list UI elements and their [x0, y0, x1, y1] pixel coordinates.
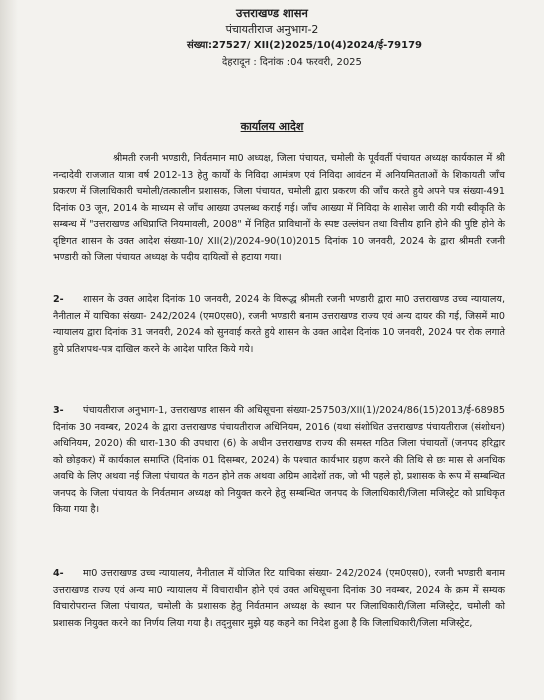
place-date: देहरादून : दिनांक :04 फरवरी, 2025 — [222, 57, 362, 68]
paragraph-2 — [53, 292, 505, 358]
paragraph-1 — [53, 151, 505, 267]
paragraph-4-text: मा0 उत्तराखण्ड उच्च न्यायालय, नैनीताल में योजित रिट याचिका संख्या- 242/2024 (एम0एस0), रजनी भण्डारी बनाम उत्तराखण्ड राज्य एवं अन्य मा0 न्यायालय में विचाराधीन होने एवं उक्त अधिसूचना दिनांक 30 नवम्बर, 2024 के क्रम में सम्यक विचारोपरान्त जिला पंचायत, चमोली के प्रशासक हेतु निर्वतमान अध्यक्ष के स्थान पर जिलाधिकारी/जिला मजिस्ट्रेट, चमोली को प्रशासक नियुक्त करने का निर्णय लिया गया है। तद्नुसार मुझे यह कहने का निदेश हुआ है कि जिलाधिकारी/जिला मजिस्ट्रेट, — [53, 568, 505, 629]
paragraph-3-number: 3- — [53, 405, 64, 416]
government-title: उत्तराखण्ड शासन — [236, 6, 308, 20]
paragraph-2-text: शासन के उक्त आदेश दिनांक 10 जनवरी, 2024 के विरूद्ध श्रीमती रजनी भण्डारी द्वारा मा0 उत्तराखण्ड उच्च न्यायालय, नैनीताल में याचिका संख्या- 242/2024 (एम0एस0), रजनी भण्डारी बनाम उत्तराखण्ड राज्य एवं अन्य दायर की गई, जिसमें मा0 न्यायालय द्वारा दिनांक 31 जनवरी, 2024 को सुनवाई करते हुये शासन के उक्त आदेश दिनांक 10 जनवरी, 2024 पर रोक लगाते हुये प्रतिशपथ-पत्र दाखिल करने के आदेश पारित किये गये। — [53, 294, 505, 355]
paragraph-1-text: श्रीमती रजनी भण्डारी, निर्वतमान मा0 अध्यक्ष, जिला पंचायत, चमोली के पूर्ववर्ती पंचायत अध्यक्ष कार्यकाल में श्री नन्दादेवी राजजात यात्रा वर्ष 2012-13 हेतु कार्यों के निविदा आमंत्रण एवं निविदा आवंटन में अनियमितताओं के शिकायती जाँच प्रकरण में जिलाधिकारी चमोली/तत्कालीन प्रशासक, जिला पंचायत, चमोली द्वारा प्रकरण की जाँच करते हुये अपने पत्र संख्या-491 दिनांक 03 जून, 2014 के माध्यम से जाँच आख्या उपलब्ध कराई गई। जाँच आख्या में निविदा के शासेश जारी की गयी स्वीकृति के सम्बन्ध में "उत्तराखण्ड अधिप्राप्ति नियमावली, 2008" में निहित प्राविधानों के स्पष्ट उल्लंघन तथा वित्तीय हानि होने की पुष्टि होने के दृष्टिगत शासन के उक्त आदेश संख्या-10/ XII(2)/2024-90(10)2015 दिनांक 10 जनवरी, 2024 के द्वारा श्रीमती रजनी भण्डारी को जिला पंचायत अध्यक्ष के पदीय दायित्वों से हटाया गया। — [53, 153, 505, 263]
paragraph-4-number: 4- — [53, 568, 64, 579]
page-edge-shadow — [0, 0, 18, 700]
paragraph-3 — [53, 403, 505, 519]
paragraph-4 — [53, 566, 505, 632]
section-title: पंचायतीराज अनुभाग-2 — [225, 23, 319, 36]
paragraph-2-number: 2- — [53, 294, 64, 305]
reference-number: संख्या:27527/ XII(2)2025/10(4)2024/ई-79179 — [187, 40, 423, 51]
paragraph-3-text: पंचायतीराज अनुभाग-1, उत्तराखण्ड शासन की अधिसूचना संख्या-257503/XII(1)/2024/86(15)2013/ई-68985 दिनांक 30 नवम्बर, 2024 के द्वारा उत्तराखण्ड पंचायतीराज अधिनियम, 2016 (यथा संशोधित उत्तराखण्ड पंचायतीराज (संशोधन) अधिनियम, 2020) की धारा-130 की उपधारा (6) के अधीन उत्तराखण्ड राज्य की समस्त गठित जिला पंचायतों (जनपद हरिद्वार को छोड़कर) में कार्यकाल समाप्ति (दिनांक 01 दिसम्बर, 2024) के पश्चात कार्यभार ग्रहण करने की तिथि से छः मास से अनधिक अवधि के लिए अथवा नई जिला पंचायत के गठन होने तक अथवा अग्रिम आदेशों तक, जो भी पहले हो, प्रशासक के रूप में सम्बन्धित जनपद के जिला पंचायत के निर्वतमान अध्यक्ष को नियुक्त करने हेतु सम्बन्धित जनपद के जिलाधिकारी/जिला मजिस्ट्रेट को प्राधिकृत किया गया है। — [53, 405, 505, 515]
office-order-heading — [0, 119, 544, 134]
office-order-label: कार्यालय आदेश — [240, 120, 304, 133]
